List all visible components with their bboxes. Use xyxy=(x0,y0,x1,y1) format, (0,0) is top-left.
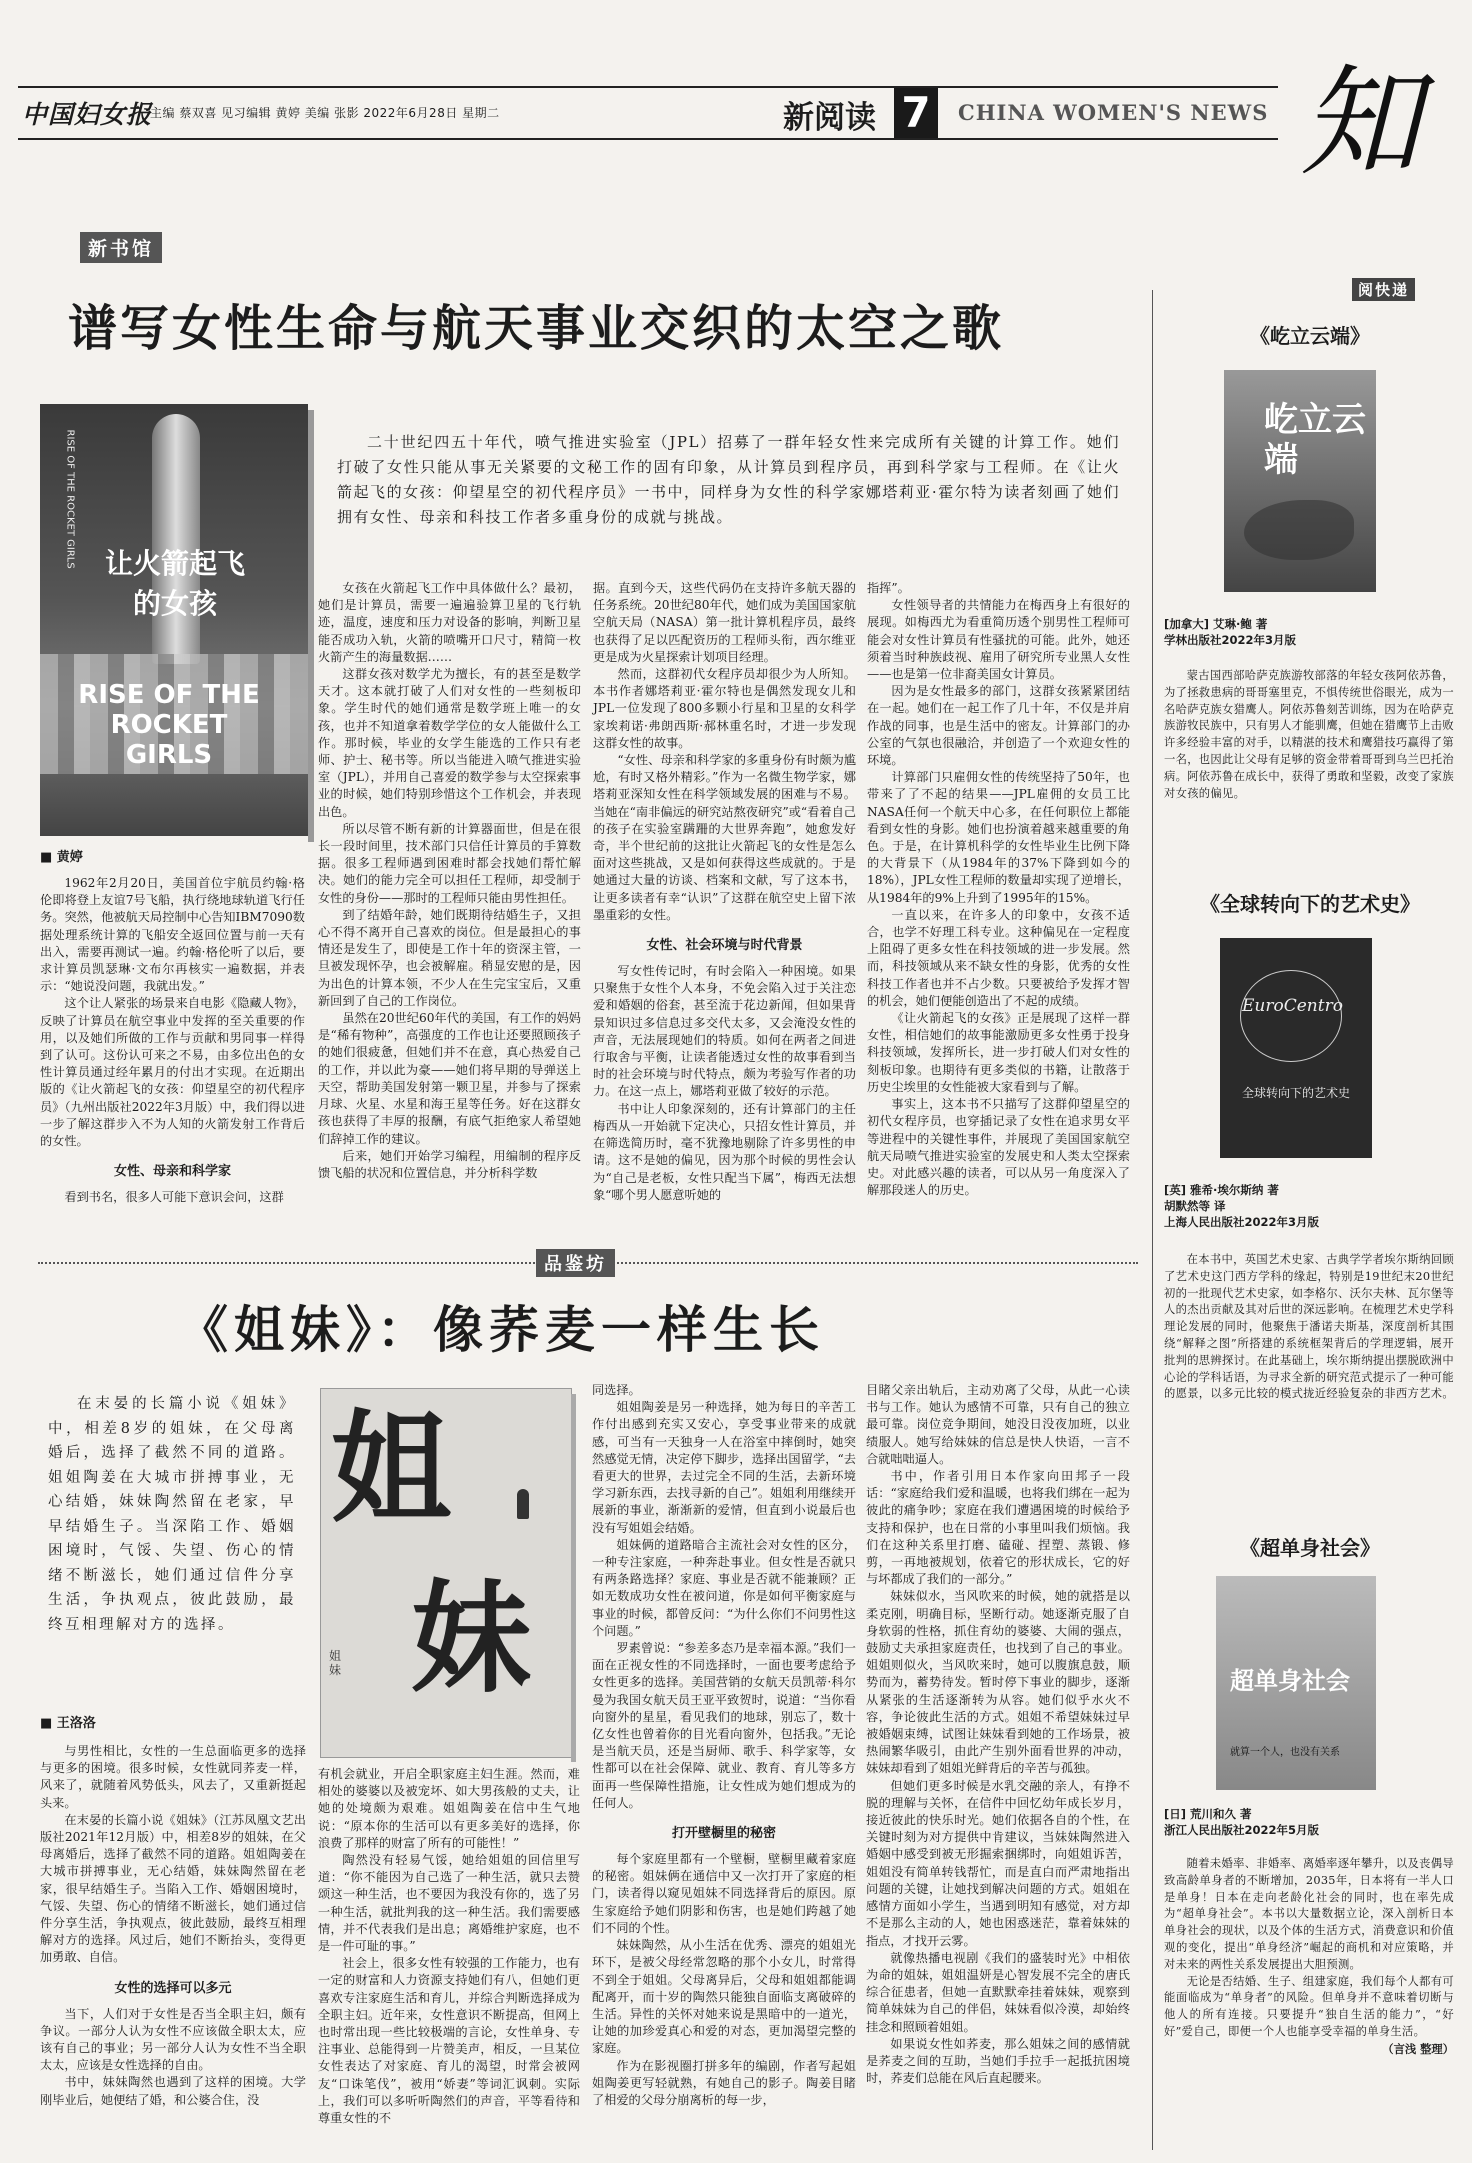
paper-logo: 中国妇女报 xyxy=(22,100,153,129)
cover-spine-text: RISE OF THE ROCKET GIRLS xyxy=(64,429,76,569)
byline-huangting: ■ 黄婷 xyxy=(40,850,83,865)
column-tag-express: 阅快递 xyxy=(1352,278,1415,301)
sidebar-cover-3-sub: 就算一个人，也没有关系 xyxy=(1230,1747,1340,1758)
page-number: 7 xyxy=(894,88,938,138)
masthead xyxy=(0,0,1472,193)
sidebar-cover-3 xyxy=(1216,1576,1376,1790)
publisher: 学林出版社2022年3月版 xyxy=(1164,633,1297,647)
paragraph: 但她们更多时候是水乳交融的亲人，有挣不脱的理解与关怀，在信件中回忆幼年成长岁月，接近彼此的快乐时光。她们依据各自的个性，在关键时刻为对方提供中肯建议，当妹妹陶然进入婚姻中感受到被无形掘索捆绑时，向姐姐诉苦，姐姐没有简单转钱帮忙，而是直白而严肃地指出问题的关键，让她找到解决问题的方式。姐姐在感情方面如小学生，当遇到明知有感觉，对方却不是那么主动的人，她也困惑迷茫，靠着妹妹的指点，才找开云雾。 xyxy=(866,1778,1130,1948)
column-tag-new-books: 新书馆 xyxy=(80,232,162,263)
headline-sisters: 《姐妹》：像荞麦一样生长 xyxy=(178,1300,825,1359)
paragraph: 陶然没有轻易气馁，她给姐姐的回信里写道：“你不能因为自己选了一种生活，就只去赞颂这一种生活，也不要因为我没有你的，选了另一种生活，就批判我的这一种生活。我们需要感情，并不代表我们是出息；离婚维护家庭，也不是一件可耻的事。” xyxy=(318,1853,580,1954)
paragraph: 罗素曾说：“参差多态乃是幸福本源。”我们一面在正视女性的不同选择时，一面也要考虑给予女性更多的选择。美国营销的女航天员凯蒂·科尔曼为我国女航天员王亚平致贺时，说道：“当你看向窗外的星星，看见我们的地球，别忘了，数十亿女性也曾着你的目光看向窗外，包括我。”无论是当航天员，还是当厨师、歌手、科学家等，女性都可以在社会保障、就业、教育、育儿等多方面再一些保障性措施，让女性成为她们想成为的任何人。 xyxy=(592,1641,856,1810)
english-masthead: CHINA WOMEN'S NEWS xyxy=(958,100,1269,125)
article2-col4 xyxy=(866,1382,1130,2087)
masthead-credits: 主编 蔡双喜 见习编辑 黄婷 美编 张影 2022年6月28日 星期二 xyxy=(150,106,500,120)
article2-col3 xyxy=(592,1382,856,2109)
sidebar-book-3-meta xyxy=(1164,1806,1454,1838)
paragraph: 虽然在20世纪60年代的美国，有工作的妈妈是“稀有物种”，高强度的工作也让还要照顾孩子的她们很疲惫，但她们并不在意，真心热爱自己的工作，并以此为豪——她们将早期的导弹送上天空，帮助美国发射第一颗卫星，并参与了探索月球、火星、水星和海王星等任务。好在这群女孩也获得了丰厚的报酬，有底气拒绝家人希望她们辞掉工作的建议。 xyxy=(318,1011,581,1146)
subheading: 女性、母亲和科学家 xyxy=(113,1164,231,1180)
paragraph: 社会上，很多女性有较强的工作能力，也有一定的财富和人力资源支持她们有八，但她们更喜欢专注家庭生活和育儿，并综合判断选择成为全职主妇。近年来，女性意识不断提高，但网上也时常出现一些比较极端的言论，女性单身、专注事业、总能得到一片赞美声，相反，一旦某位女性表达了对家庭、育儿的渴望，时常会被网友“口诛笔伐”，被用“娇妻”等词汇讽刺。实际上，我们可以多听听陶然们的声音，平等看待和尊重女性的不 xyxy=(318,1956,580,2126)
paragraph: 作为在影视圈打拼多年的编剧，作者写起姐姐陶姜更写轻就熟，有她自己的影子。陶姜目睹了相爱的父母分崩离析的每一步， xyxy=(592,2058,856,2107)
article-rocket-girls xyxy=(0,140,1140,1260)
paragraph: 有机会就业，开启全职家庭主妇生涯。然而，难相处的婆婆以及被宠坏、如大男孩般的丈夫，让她的处境颇为艰难。姐姐陶姜在信中生气地说：“原本你的生活可以有更多美好的选择，你浪费了那样的财富了所有的可能性！” xyxy=(318,1767,580,1850)
subheading: 女性、社会环境与时代背景 xyxy=(646,938,803,954)
sidebar-cover-1 xyxy=(1224,370,1376,592)
paragraph: 一直以来，在许多人的印象中，女孩不适合，也学不好理工科专业。这种偏见在一定程度上阻碍了更多女性在科技领域的进一步发展。然而，科技领域从来不缺女性的身影，优秀的女性科技工作者也并不占少数。只要被给予发挥才智的机会，她们便能创造出了不起的成绩。 xyxy=(867,907,1130,1008)
sidebar-cover-3-title: 超单身社会 xyxy=(1230,1666,1350,1695)
paragraph: 指挥”。 xyxy=(867,581,910,595)
paragraph: “女性、母亲和科学家的多重身份有时颇为尴尬，有时又格外精彩。”作为一名微生物学家，娜塔莉亚深知女性在科学领域发展的困难与不易。当她在“南非偏远的研究站熬夜研究”或“看着自己的孩子在实验室蹒跚的大世界奔跑”，她愈发好奇，半个世纪前的这批让火箭起飞的女性是怎么面对这些挑战，又是如何获得这些成就的。于是她通过大量的访谈、档案和文献，写了这本书，让更多读者有幸“认识”了这群在航空史上留下浓墨重彩的女性。 xyxy=(593,753,856,922)
article1-lead: 二十世纪四五十年代，喷气推进实验室（JPL）招募了一群年轻女性来完成所有关键的计算工作。她们打破了女性只能从事无关紧要的文秘工作的固有印象，从计算员到程序员，再到科学家与工程师。在《让火箭起飞的女孩：仰望星空的初代程序员》一书中，同样身为女性的科学家娜塔莉亚·霍尔特为读者刻画了她们拥有女性、母亲和科技工作者多重身份的成就与挑战。 xyxy=(337,433,1120,526)
cover-bird-shape xyxy=(1244,500,1354,560)
paragraph: 书中，妹妹陶然也遇到了这样的困境。大学刚毕业后，她便结了婚，和公婆合住，没 xyxy=(40,2075,306,2107)
paragraph: 到了结婚年龄，她们既期待结婚生子，又担心不得不离开自己喜欢的岗位。但是最担心的事情还是发生了，即使是工作十年的资深主管，一旦被发现怀孕，也会被解雇。稍显安慰的是，因为出色的计算本领，不少人在生完宝宝后，又重新回到了自己的工作岗位。 xyxy=(318,907,581,1008)
book-cover-shadow xyxy=(571,1394,576,1762)
article2-col1 xyxy=(40,1712,306,2109)
sidebar-cover-2-logo: EuroCentro xyxy=(1242,996,1343,1016)
paragraph: 1962年2月20日，美国首位宇航员约翰·格伦即将登上友谊7号飞船，执行绕地球轨道飞行任务。突然，他被航天局控制中心告知IBM7090数据处理系统计算的飞船安全返回位置与前一天有出入，需要再测试一遍。约翰·格伦听了以后，要求计算员凯瑟琳·文布尔再核实一遍数据，并表示：“她说没问题，我就出发。” xyxy=(40,876,305,994)
paragraph: 所以尽管不断有新的计算器面世，但是在很长一段时间里，技术部门只信任计算员的手算数据。很多工程师遇到困难时都会找她们帮忙解决。她们的能力完全可以担任工程师，却受制于女性的身份——那时的工程师只能由男性担任。 xyxy=(318,821,581,905)
paragraph: 与男性相比，女性的一生总面临更多的选择与更多的困境。很多时候，女性就同荞麦一样，风来了，就随着风势低头，风去了，又重新挺起头来。 xyxy=(40,1744,306,1810)
publisher: 浙江人民出版社2022年5月版 xyxy=(1164,1823,1320,1837)
paragraph: 写女性传记时，有时会陷入一种困境。如果只聚焦于女性个人本身，不免会陷入过于关注恋爱和婚姻的俗套，甚至流于花边新闻，但如果背景知识过多信息过多交代太多，又会淹没女性的声音，无法展现她们的特质。如何在两者之间进行取舍与平衡，让读者能透过女性的故事看到当时的社会环境与时代特点，颇为考验写作者的功力。在这一点上，娜塔莉亚做了较好的示范。 xyxy=(593,964,856,1099)
paragraph: 同选择。 xyxy=(592,1383,641,1397)
article1-col4 xyxy=(867,580,1130,1199)
paragraph: 因为是女性最多的部门，这群女孩紧紧团结在一起。她们在一起工作了几十年，不仅是并肩作战的同事，也是生活中的密友。计算部门的办公室的气氛也很融洽，并创造了一个欢迎女性的环境。 xyxy=(867,684,1130,768)
sidebar-cover-2 xyxy=(1220,938,1372,1158)
sidebar-book-3-text xyxy=(1164,1856,1454,2057)
editor-credit: （言浅 整理） xyxy=(1382,2041,1454,2056)
paragraph: 书中，作者引用日本作家向田邦子一段话：“家庭给我们爱和温暖，也将我们绑在一起为彼此的痛争吵；家庭在我们遭遇困境的时候给予支持和保护，也在日常的小事里叫我们烦恼。我们在这种关系里打磨、磕碰、捏塑、蒸锻、修剪，一再地被规划，依着它的形状成长，它的好与坏都成了我们的一部分。” xyxy=(866,1469,1130,1587)
paragraph: 如果说女性如荞麦，那么姐妹之间的感情就是荞麦之间的互助，当她们手拉手一起抵抗困境时，荞麦们总能在风后直起腰来。 xyxy=(866,2036,1130,2086)
publisher: 上海人民出版社2022年3月版 xyxy=(1164,1215,1320,1229)
paragraph: 就像热播电视剧《我们的盛装时光》中相依为命的姐妹，姐姐温妍是心智发展不完全的唐氏综合征患者，但她一直默默牵挂着妹妹，观察到简单妹妹为自己的伴侣，妹妹看似冷漠，却始终挂念和照顾着姐姐。 xyxy=(866,1950,1130,2034)
author: [英] 雅希·埃尔斯纳 著 xyxy=(1164,1183,1279,1197)
sidebar-book-title-2: 《全球转向下的艺术史》 xyxy=(1200,892,1420,916)
cover-big-char-2: 妹 xyxy=(411,1568,531,1709)
sidebar-book-2-blurb: 在本书中，英国艺术史家、古典学学者埃尔斯纳回顾了艺术史这门西方学科的缘起，特别是19世纪末20世纪初的一批现代艺术史家，如李格尔、沃尔夫林、瓦尔堡等人的杰出贡献及其对后世的深远影响。在梳理艺术史学科理论发展的同时，他聚焦于潘诺夫斯基，深度剖析其围绕“解释之图”所搭建的系统框架背后的学理逻辑，展开批判的思辨探讨。在此基础上，埃尔斯纳提出摆脱欧洲中心论的学科话语，为寻求全新的研究范式提示了一种可能的愿景，以多元比较的模式拢近经验复杂的非西方艺术。 xyxy=(1164,1253,1454,1401)
article1-col1 xyxy=(40,840,305,1206)
paragraph: 女性领导者的共情能力在梅西身上有很好的展现。如梅西尤为看重简历透个别男性工程师可能会对女性计算员有性骚扰的可能。此外，她还须着当时种族歧视、雇用了研究所专业黑人女性——也是第一位非裔美国女计算员。 xyxy=(867,598,1130,682)
paragraph: 后来，她们开始学习编程，用编制的程序反馈飞船的状况和位置信息，并分析科学数 xyxy=(318,1148,581,1180)
paragraph: 这个让人紧张的场景来自电影《隐藏人物》，反映了计算员在航空事业中发挥的至关重要的作用，以及她们所做的工作与贡献和男同事一样得到了认可。这份认可来之不易，由多位出色的女性计算员通过经年累月的付出才实现。在近期出版的《让火箭起飞的女孩：仰望星空的初代程序员》（九州出版社2022年3月版）中，我们得以进一步了解这群步入不为人知的火箭发射工作背后的女性。 xyxy=(40,996,305,1149)
paragraph: 计算部门只雇佣女性的传统坚持了50年，也带来了了不起的结果——JPL雇佣的女员工比NASA任何一个航天中心多，在任何职位上都能看到女性的身影。她们也扮演着越来越重要的角色。于是，在计算机科学的女性毕业生比例下降的大背景下（从1984年的37%下降到如今的18%），JPL女性工程师的数量却实现了逆增长，从1984年的9%上升到了1995年的15%。 xyxy=(867,770,1130,905)
paragraph: 这群女孩对数学尤为擅长，有的甚至是数学天才。这本就打破了人们对女性的一些刻板印象。学生时代的她们通常是数学班上唯一的女孩，也并不知道拿着数学学位的女人能做什么工作。那时候，毕业的女学生能选的工作只有老师、护士、秘书等。所以当能进入喷气推进实验室（JPL），并用自己喜爱的数学参与太空探索事业的时候，她们特别珍惜这个工作机会，并表现出色。 xyxy=(318,667,581,819)
zhi-glyph: 知 xyxy=(1300,54,1420,193)
paragraph: 妹妹陶然，从小生活在优秀、漂亮的姐姐光环下，是被父母经常忽略的那个小女儿，时常得不到全于姐姐。父母离异后，父母和姐姐都能调配离开，而十岁的陶然只能独自面临支离破碎的生活。异性的关怀对她来说是黑暗中的一道光，让她的加珍爱真心和爱的对态，更加渴望完整的家庭。 xyxy=(592,1938,856,2056)
paragraph: 随着未婚率、非婚率、离婚率逐年攀升，以及丧偶导致高龄单身者的不断增加，2035年，日本将有一半人口是单身！日本在走向老龄化社会的同时，也在率先成为“超单身社会”。本书以大量数据立论，深入剖析日本单身社会的现状，以及个体的生活方式，消费意识和价值观的变化，提出“单身经济”崛起的商机和对应策略，并对未来的两性关系发展提出大胆预测。 xyxy=(1164,1857,1454,1971)
sidebar-book-1-meta xyxy=(1164,616,1454,648)
paragraph: 看到书名，很多人可能下意识会问，这群 xyxy=(64,1190,284,1205)
subheading: 打开壁橱里的秘密 xyxy=(671,1826,776,1842)
article-sisters xyxy=(0,1270,1140,2163)
book-cover-sisters xyxy=(320,1388,572,1758)
headline-rocket-girls: 谱写女性生命与航天事业交织的太空之歌 xyxy=(68,299,1005,357)
sidebar-books xyxy=(1160,270,1460,2160)
paragraph: 每个家庭里都有一个壁橱，壁橱里藏着家庭的秘密。姐妹俩在通信中又一次打开了家庭的柜门，读者得以窥见姐妹不同选择背后的原因。原生家庭给予她们阴影和伤害，也是她们跨越了她们不同的个性。 xyxy=(592,1852,856,1935)
masthead-rule-top xyxy=(18,86,1278,88)
article1-col3 xyxy=(593,580,856,1204)
sidebar-divider xyxy=(1152,290,1153,2150)
book-cover-rocket-girls xyxy=(40,404,308,836)
cover-rocket-shape xyxy=(152,414,200,664)
article2-col2 xyxy=(318,1766,580,2127)
paragraph: 妹妹似水，当风吹来的时候，她的就搭是以柔克刚，明确目标，坚断行动。她逐渐克服了自身软弱的性格，抓住育幼的婆婆、大闹的强点，鼓励丈夫承担家庭责任，也找到了自己的事业。姐姐则似火，当风吹来时，她可以腹旗息鼓，顺势而为，蓄势待发。暂时停下事业的脚步，逐渐从紧张的生活逐渐转为从容。她们似乎水火不容，争论彼此生活的方式。姐姐不希望妹妹过早被婚姻束缚，试图让妹妹看到她的工作场景，被热闹繁华吸引，由此产生别外面看世界的冲动，妹妹却看到了姐姐光鲜背后的辛苦与孤独。 xyxy=(866,1589,1130,1776)
article1-col2 xyxy=(318,580,581,1182)
translator: 胡默然等 译 xyxy=(1164,1199,1226,1213)
paragraph: 《让火箭起飞的女孩》正是展现了这样一群女性，相信她们的故事能激励更多女性勇于投身科技领域，发挥所长，进一步打破人们对女性的刻板印象。也期待有更多类似的书籍，让散落于历史尘埃里的女性能被大家看到与了解。 xyxy=(867,1011,1130,1094)
cover-big-char-1: 姐 xyxy=(331,1398,451,1539)
paragraph: 在末晏的长篇小说《姐妹》（江苏凤凰文艺出版社2021年12月版）中，相差8岁的姐妹，在父母离婚后，选择了截然不同的道路。姐姐陶姜在大城市拼搏事业，无心结婚，妹妹陶然留在老家，很早结婚生子。当陷入工作、婚姻困境时，气馁、失望、伤心的情绪不断滋长，她们通过信件分享生活，争执观点，彼此鼓励，最终互相理解对方的选择。风过后，她们不断抬头，变得更加勇敢、自信。 xyxy=(40,1812,306,1965)
paragraph: 事实上，这本书不只描写了这群仰望星空的初代女程序员，也穿插记录了女性在追求男女平等进程中的关键性事件，并展现了美国国家航空航天局喷气推进实验室的发展史和人类太空探索史。对此感兴趣的读者，可以从另一角度深入了解那段迷人的历史。 xyxy=(867,1097,1130,1198)
paragraph: 书中让人印象深刻的，还有计算部门的主任梅西从一开始就下定决心，只招女性计算员，并在筛选简历时，毫不犹豫地剔除了许多男性的申请。这不是她的偏见，因为那个时候的男性会认为“自己是老板，女性只配当下属”，梅西无法想象“哪个男人愿意听她的 xyxy=(593,1101,856,1202)
paragraph: 当下，人们对于女性是否当全职主妇，颇有争议。一部分人认为女性不应该做全职太太，应该有自己的事业；另一部分人认为女性不当全职太太，应该是女性选择的自由。 xyxy=(40,2006,306,2073)
author: [日] 荒川和久 著 xyxy=(1164,1807,1252,1821)
subheading: 女性的选择可以多元 xyxy=(114,1980,232,1996)
byline-wangluoluo: ■ 王洛洛 xyxy=(40,1716,96,1731)
paragraph: 姐姐陶姜是另一种选择，她为每日的辛苦工作付出感到充实又安心，享受事业带来的成就感，可当有一天独身一人在浴室中摔倒时，她突然感觉无情，决定停下脚步，选择出国留学，“去看更大的世界，去过完全不同的生活，去新环境学习新东西，去找寻新的自己”。姐姐利用继续开展新的事业，渐渐新的爱情，但直到小说最后也没有写姐姐会结婚。 xyxy=(592,1400,856,1535)
cover-figure-girl xyxy=(517,1489,529,1519)
cover-spine-title: 姐妹 xyxy=(329,1649,342,1677)
paragraph: 然而，这群初代女程序员却很少为人所知。本书作者娜塔莉亚·霍尔特也是偶然发现女儿和JPL一位发现了800多颗小行星和卫星的女科学家埃莉诺·弗朗西斯·郝林重名时，才进一步发现这群女性的故事。 xyxy=(593,667,856,750)
paragraph: 据。直到今天，这些代码仍在支持许多航天器的任务系统。20世纪80年代，她们成为美国国家航空航天局（NASA）第一批计算机程序员，最终也获得了足以匹配资历的工程师头衔，西尔维亚更是成为火星探索计划项目经理。 xyxy=(593,581,856,664)
paragraph: 女孩在火箭起飞工作中具体做什么？最初，她们是计算员，需要一遍遍验算卫星的飞行轨迹，温度，速度和压力对设备的影响，判断卫星能否成功入轨，火箭的喷嘴开口尺寸，精简一枚火箭产生的海量数据…… xyxy=(318,581,581,664)
paragraph: 目睹父亲出轨后，主动劝离了父母，从此一心读书与工作。她认为感情不可靠，只有自己的独立最可靠。岗位竞争期间，她没日没夜加班，以业绩服人。她写给妹妹的信总是快人快语，一言不合就咄咄逼人。 xyxy=(866,1383,1130,1466)
sidebar-book-1-blurb: 蒙古国西部哈萨克族游牧部落的年轻女孩阿依苏鲁，为了拯救患病的哥哥塞里克，不惧传统世俗眼光，成为一名哈萨克族女猎鹰人。阿依苏鲁刻苦训练，因为在哈萨克族游牧民族中，只有男人才能驯鹰，但她在猎鹰节上击败许多经验丰富的对手，以精湛的技术和鹰猎技巧赢得了第一名，也因此让父母有足够的资金带着哥哥到乌兰巴托治病。阿依苏鲁在成长中，获得了勇敢和坚毅，改变了家族对女孩的偏见。 xyxy=(1164,669,1454,800)
cover-circle xyxy=(1240,970,1342,1062)
paragraph: 姐妹俩的道路暗合主流社会对女性的区分，一种专注家庭，一种奔赴事业。但女性是否就只有两条路选择？家庭、事业是否就不能兼顾？正如无数成功女性在被问道，你是如何平衡家庭与事业的时候，都曾反问：“为什么你们不问男性这个问题。” xyxy=(592,1537,856,1638)
sidebar-cover-1-title: 屹立云端 xyxy=(1264,400,1366,480)
column-tag-appreciation: 品鉴坊 xyxy=(536,1249,615,1277)
book-cover-shadow xyxy=(308,410,314,842)
cover-title-en: RISE OF THE ROCKET GIRLS xyxy=(78,680,260,770)
article2-intro: 在末晏的长篇小说《姐妹》中，相差8岁的姐妹，在父母离婚后，选择了截然不同的道路。姐姐陶姜在大城市拼搏事业，无心结婚，妹妹陶然留在老家，早早结婚生子。当深陷工作、婚姻困境时，气馁、失望、伤心的情绪不断滋长，她们通过信件分享生活，争执观点，彼此鼓励，最终互相理解对方的选择。 xyxy=(48,1396,296,1633)
sidebar-book-title-3: 《超单身社会》 xyxy=(1240,1536,1380,1560)
sidebar-book-title-1: 《屹立云端》 xyxy=(1250,324,1370,348)
cover-title-cn: 让火箭起飞的女孩 xyxy=(104,547,245,620)
section-name: 新阅读 xyxy=(783,100,876,136)
sidebar-cover-2-title: 全球转向下的艺术史 xyxy=(1241,1086,1350,1100)
paragraph: 无论是否结婚、生子、组建家庭，我们每个人都有可能面临成为“单身者”的风险。但单身并不意味着切断与他人的所有连接。只要提升“独自生活的能力”，“好好”爱自己，即便一个人也能享受幸福的单身生活。 xyxy=(1164,1974,1454,2038)
author: [加拿大] 艾琳·鲍 著 xyxy=(1164,617,1268,631)
sidebar-book-2-meta xyxy=(1164,1182,1454,1230)
